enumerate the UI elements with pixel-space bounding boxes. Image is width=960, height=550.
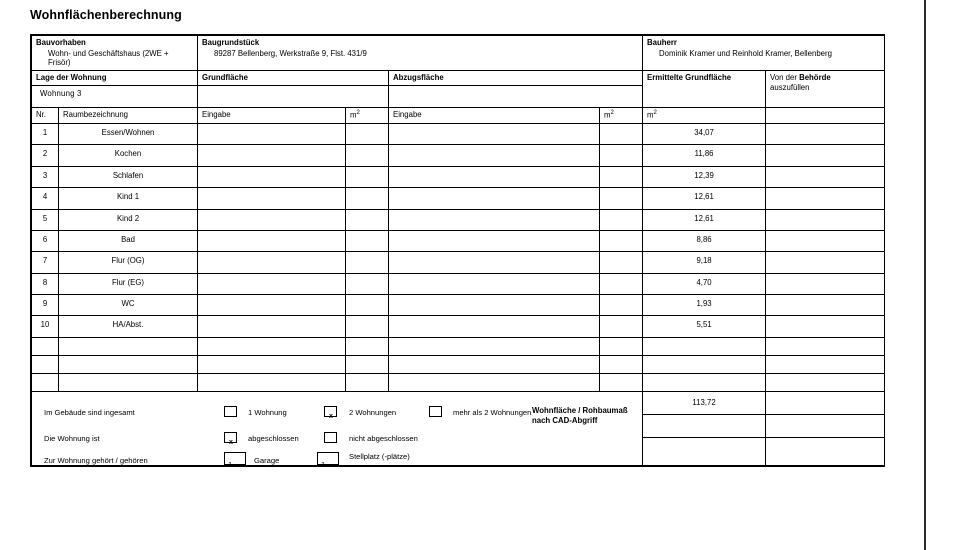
cell-m2-grundflaeche[interactable] (346, 337, 389, 355)
cell-nr: 7 (32, 252, 59, 273)
wohnflaeche-note-line1: Wohnfläche / Rohbaumaß (532, 405, 628, 415)
cell-nr: 6 (32, 230, 59, 251)
behoerde-sums-table (766, 392, 884, 461)
cell-eingabe-grundflaeche[interactable] (198, 316, 346, 337)
cell-ermittelte-grundflaeche: 1,93 (643, 295, 766, 316)
cell-behoerde[interactable] (766, 145, 885, 166)
cell-raumbezeichnung: HA/Abst. (59, 316, 198, 337)
cell-raumbezeichnung: Kochen (59, 145, 198, 166)
m2-exponent: 2 (653, 109, 657, 116)
table-row (32, 166, 885, 187)
cell-raumbezeichnung: Essen/Wohnen (59, 123, 198, 144)
label-nicht-abgeschlossen: nicht abgeschlossen (349, 433, 418, 443)
wohnung-grundflaeche-spacer (198, 85, 389, 107)
cell-raumbezeichnung: Kind 1 (59, 188, 198, 209)
stellplatz-count-value: 1 (321, 459, 326, 469)
cell-behoerde[interactable] (766, 188, 885, 209)
header-row (32, 36, 885, 71)
column-header-row (32, 71, 885, 86)
cell-behoerde[interactable] (766, 209, 885, 230)
cell-eingabe-grundflaeche[interactable] (198, 123, 346, 144)
cell-eingabe-abzugsflaeche[interactable] (389, 188, 600, 209)
col-abzugsflaeche (389, 71, 643, 86)
cell-m2-abzugsflaeche[interactable] (600, 337, 643, 355)
wohnung-title: Wohnung 3 (32, 85, 198, 107)
col-grundflaeche (198, 71, 389, 86)
table-row (32, 316, 885, 337)
subhdr-eingabe-abzug: Eingabe (389, 107, 600, 123)
cell-eingabe-grundflaeche[interactable] (198, 166, 346, 187)
table-row-empty (32, 373, 885, 391)
cell-m2-grundflaeche[interactable] (346, 373, 389, 391)
table-row (32, 295, 885, 316)
cell-eingabe-grundflaeche[interactable] (198, 209, 346, 230)
cell-eingabe-abzugsflaeche[interactable] (389, 252, 600, 273)
footer-row (32, 391, 885, 465)
cell-behoerde[interactable] (766, 252, 885, 273)
cell-eingabe-abzugsflaeche[interactable] (389, 145, 600, 166)
label-mehr-als-2: mehr als 2 Wohnungen (453, 407, 532, 417)
cell-raumbezeichnung: Bad (59, 230, 198, 251)
footer-behoerde-cell (766, 391, 885, 465)
cell-raumbezeichnung: Flur (EG) (59, 273, 198, 294)
cell-eingabe-grundflaeche[interactable] (198, 145, 346, 166)
cell-behoerde[interactable] (766, 230, 885, 251)
footer-options (36, 394, 638, 469)
subhdr-m2-ermittelt (643, 107, 766, 123)
sum-row-3 (643, 438, 765, 461)
cell-eingabe-grundflaeche[interactable] (198, 337, 346, 355)
cell-nr[interactable] (32, 373, 59, 391)
m2-text: m (604, 110, 611, 120)
cell-eingabe-abzugsflaeche[interactable] (389, 166, 600, 187)
cell-eingabe-grundflaeche[interactable] (198, 295, 346, 316)
footer-options-cell (32, 391, 643, 469)
subhdr-raumbezeichnung: Raumbezeichnung (59, 107, 198, 123)
cell-m2-grundflaeche[interactable] (346, 316, 389, 337)
table-row-empty (32, 355, 885, 373)
cell-ermittelte-grundflaeche: 4,70 (643, 273, 766, 294)
cell-nr[interactable] (32, 355, 59, 373)
room-rows (32, 123, 885, 391)
cell-raumbezeichnung: Schlafen (59, 166, 198, 187)
checkbox-1-wohnung[interactable] (224, 406, 237, 417)
table-row (32, 252, 885, 273)
wohnflaechenberechnung-form (30, 34, 885, 467)
cell-m2-grundflaeche[interactable] (346, 209, 389, 230)
footer-line3-label: Zur Wohnung gehört / gehören (44, 455, 148, 465)
cell-m2-abzugsflaeche[interactable] (600, 355, 643, 373)
cell-ermittelte-grundflaeche: 12,61 (643, 188, 766, 209)
cell-m2-grundflaeche[interactable] (346, 273, 389, 294)
cell-eingabe-abzugsflaeche[interactable] (389, 337, 600, 355)
checkbox-mehr-als-2[interactable] (429, 406, 442, 417)
col-behoerde-line2: auszufüllen (770, 82, 810, 92)
cell-raumbezeichnung: Kind 2 (59, 209, 198, 230)
bauherr-label: Bauherr (647, 38, 677, 47)
cell-m2-grundflaeche[interactable] (346, 252, 389, 273)
garage-count-value: 1 (228, 459, 233, 469)
table-row (32, 145, 885, 166)
cell-nr: 9 (32, 295, 59, 316)
checkbox-2-wohnungen-mark: x (329, 412, 333, 420)
checkbox-nicht-abgeschlossen[interactable] (324, 432, 337, 443)
cell-behoerde[interactable] (766, 166, 885, 187)
subhdr-m2-grund (346, 107, 389, 123)
table-row (32, 123, 885, 144)
cell-behoerde[interactable] (766, 295, 885, 316)
cell-ermittelte-grundflaeche: 12,39 (643, 166, 766, 187)
m2-text: m (350, 110, 357, 120)
baugrundstueck-cell (198, 36, 643, 71)
wohnung-abzugsflaeche-spacer (389, 85, 643, 107)
subheader-row (32, 107, 885, 123)
col-ermittelte (643, 71, 766, 108)
cell-nr: 8 (32, 273, 59, 294)
cell-behoerde[interactable] (766, 355, 885, 373)
cell-eingabe-grundflaeche[interactable] (198, 355, 346, 373)
cell-raumbezeichnung[interactable] (59, 337, 198, 355)
cell-m2-grundflaeche[interactable] (346, 145, 389, 166)
bauvorhaben-value: Wohn- und Geschäftshaus (2WE + Frisör) (48, 48, 169, 68)
behoerde-row-3 (766, 438, 884, 461)
cell-eingabe-abzugsflaeche[interactable] (389, 209, 600, 230)
col-abzugsflaeche-label: Abzugsfläche (393, 73, 444, 83)
m2-exponent: 2 (356, 109, 360, 116)
col-lage-label: Lage der Wohnung (36, 73, 107, 83)
cell-m2-abzugsflaeche[interactable] (600, 373, 643, 391)
cell-nr: 5 (32, 209, 59, 230)
subhdr-behoerde-spacer (766, 107, 885, 123)
cell-ermittelte-grundflaeche: 8,86 (643, 230, 766, 251)
table-row (32, 230, 885, 251)
cell-ermittelte-grundflaeche: 9,18 (643, 252, 766, 273)
table-row (32, 273, 885, 294)
cell-m2-grundflaeche[interactable] (346, 166, 389, 187)
cell-eingabe-grundflaeche[interactable] (198, 273, 346, 294)
footer-line1-label: Im Gebäude sind ingesamt (44, 407, 135, 417)
cell-behoerde[interactable] (766, 373, 885, 391)
baugrundstueck-value: 89287 Bellenberg, Werkstraße 9, Flst. 431/9 (214, 48, 367, 58)
baugrundstueck-label: Baugrundstück (202, 38, 260, 47)
cell-m2-abzugsflaeche[interactable] (600, 209, 643, 230)
label-1-wohnung: 1 Wohnung (248, 407, 287, 417)
bauvorhaben-label: Bauvorhaben (36, 38, 86, 47)
wohnflaeche-note (526, 402, 666, 426)
col-behoerde (766, 71, 885, 108)
cell-ermittelte-grundflaeche: 12,61 (643, 209, 766, 230)
cell-nr: 3 (32, 166, 59, 187)
cell-m2-abzugsflaeche[interactable] (600, 123, 643, 144)
subhdr-m2-abzug (600, 107, 643, 123)
cell-eingabe-grundflaeche[interactable] (198, 230, 346, 251)
cell-behoerde[interactable] (766, 123, 885, 144)
table-row-empty (32, 337, 885, 355)
cell-eingabe-abzugsflaeche[interactable] (389, 273, 600, 294)
cell-m2-abzugsflaeche[interactable] (600, 316, 643, 337)
cell-m2-abzugsflaeche[interactable] (600, 145, 643, 166)
cell-eingabe-abzugsflaeche[interactable] (389, 123, 600, 144)
cell-eingabe-abzugsflaeche[interactable] (389, 355, 600, 373)
col-ermittelte-label: Ermittelte Grundfläche (647, 73, 732, 83)
cell-raumbezeichnung: WC (59, 295, 198, 316)
subhdr-eingabe-grund: Eingabe (198, 107, 346, 123)
cell-eingabe-abzugsflaeche[interactable] (389, 316, 600, 337)
subhdr-nr: Nr. (32, 107, 59, 123)
cell-eingabe-abzugsflaeche[interactable] (389, 295, 600, 316)
cell-behoerde[interactable] (766, 273, 885, 294)
cell-raumbezeichnung[interactable] (59, 355, 198, 373)
col-behoerde-line1: Von der Behörde (770, 73, 831, 83)
cell-eingabe-abzugsflaeche[interactable] (389, 230, 600, 251)
cell-m2-abzugsflaeche[interactable] (600, 230, 643, 251)
behoerde-row-1 (766, 392, 884, 415)
cell-ermittelte-grundflaeche: 5,51 (643, 316, 766, 337)
cell-m2-abzugsflaeche[interactable] (600, 188, 643, 209)
cell-eingabe-abzugsflaeche[interactable] (389, 373, 600, 391)
cell-ermittelte-grundflaeche: 34,07 (643, 123, 766, 144)
cell-nr: 4 (32, 188, 59, 209)
cell-nr: 10 (32, 316, 59, 337)
page-title: Wohnflächenberechnung (30, 8, 182, 22)
checkbox-abgeschlossen-mark: x (229, 438, 233, 446)
bauherr-cell (643, 36, 885, 71)
cell-eingabe-grundflaeche[interactable] (198, 373, 346, 391)
col-lage (32, 71, 198, 86)
m2-text: m (647, 110, 654, 120)
cell-eingabe-grundflaeche[interactable] (198, 252, 346, 273)
bauherr-value: Dominik Kramer und Reinhold Kramer, Bellenberg (659, 48, 832, 58)
cell-nr: 2 (32, 145, 59, 166)
label-garage: Garage (254, 455, 280, 465)
bauvorhaben-cell (32, 36, 198, 71)
cell-raumbezeichnung[interactable] (59, 373, 198, 391)
label-2-wohnungen: 2 Wohnungen (349, 407, 397, 417)
cell-m2-abzugsflaeche[interactable] (600, 295, 643, 316)
cell-m2-abzugsflaeche[interactable] (600, 252, 643, 273)
cell-ermittelte-grundflaeche[interactable] (643, 373, 766, 391)
table-row (32, 209, 885, 230)
cell-m2-abzugsflaeche[interactable] (600, 273, 643, 294)
cell-m2-grundflaeche[interactable] (346, 188, 389, 209)
cell-m2-grundflaeche[interactable] (346, 230, 389, 251)
page-right-margin (924, 0, 960, 550)
cell-eingabe-grundflaeche[interactable] (198, 188, 346, 209)
cell-m2-grundflaeche[interactable] (346, 295, 389, 316)
form-table (31, 35, 885, 469)
cell-m2-abzugsflaeche[interactable] (600, 166, 643, 187)
cell-raumbezeichnung: Flur (OG) (59, 252, 198, 273)
cell-ermittelte-grundflaeche: 11,86 (643, 145, 766, 166)
behoerde-row-2 (766, 415, 884, 438)
table-row (32, 188, 885, 209)
m2-exponent: 2 (610, 109, 614, 116)
cell-nr: 1 (32, 123, 59, 144)
label-abgeschlossen: abgeschlossen (248, 433, 299, 443)
wohnflaeche-note-line2: nach CAD-Abgriff (532, 415, 598, 425)
cell-behoerde[interactable] (766, 316, 885, 337)
cell-ermittelte-grundflaeche[interactable] (643, 337, 766, 355)
col-grundflaeche-label: Grundfläche (202, 73, 248, 83)
sum-total: 113,72 (643, 392, 765, 415)
cell-ermittelte-grundflaeche[interactable] (643, 355, 766, 373)
label-stellplatz: Stellplatz (-plätze) (349, 451, 410, 461)
cell-m2-grundflaeche[interactable] (346, 355, 389, 373)
cell-behoerde[interactable] (766, 337, 885, 355)
cell-m2-grundflaeche[interactable] (346, 123, 389, 144)
footer-line2-label: Die Wohnung ist (44, 433, 100, 443)
cell-nr[interactable] (32, 337, 59, 355)
